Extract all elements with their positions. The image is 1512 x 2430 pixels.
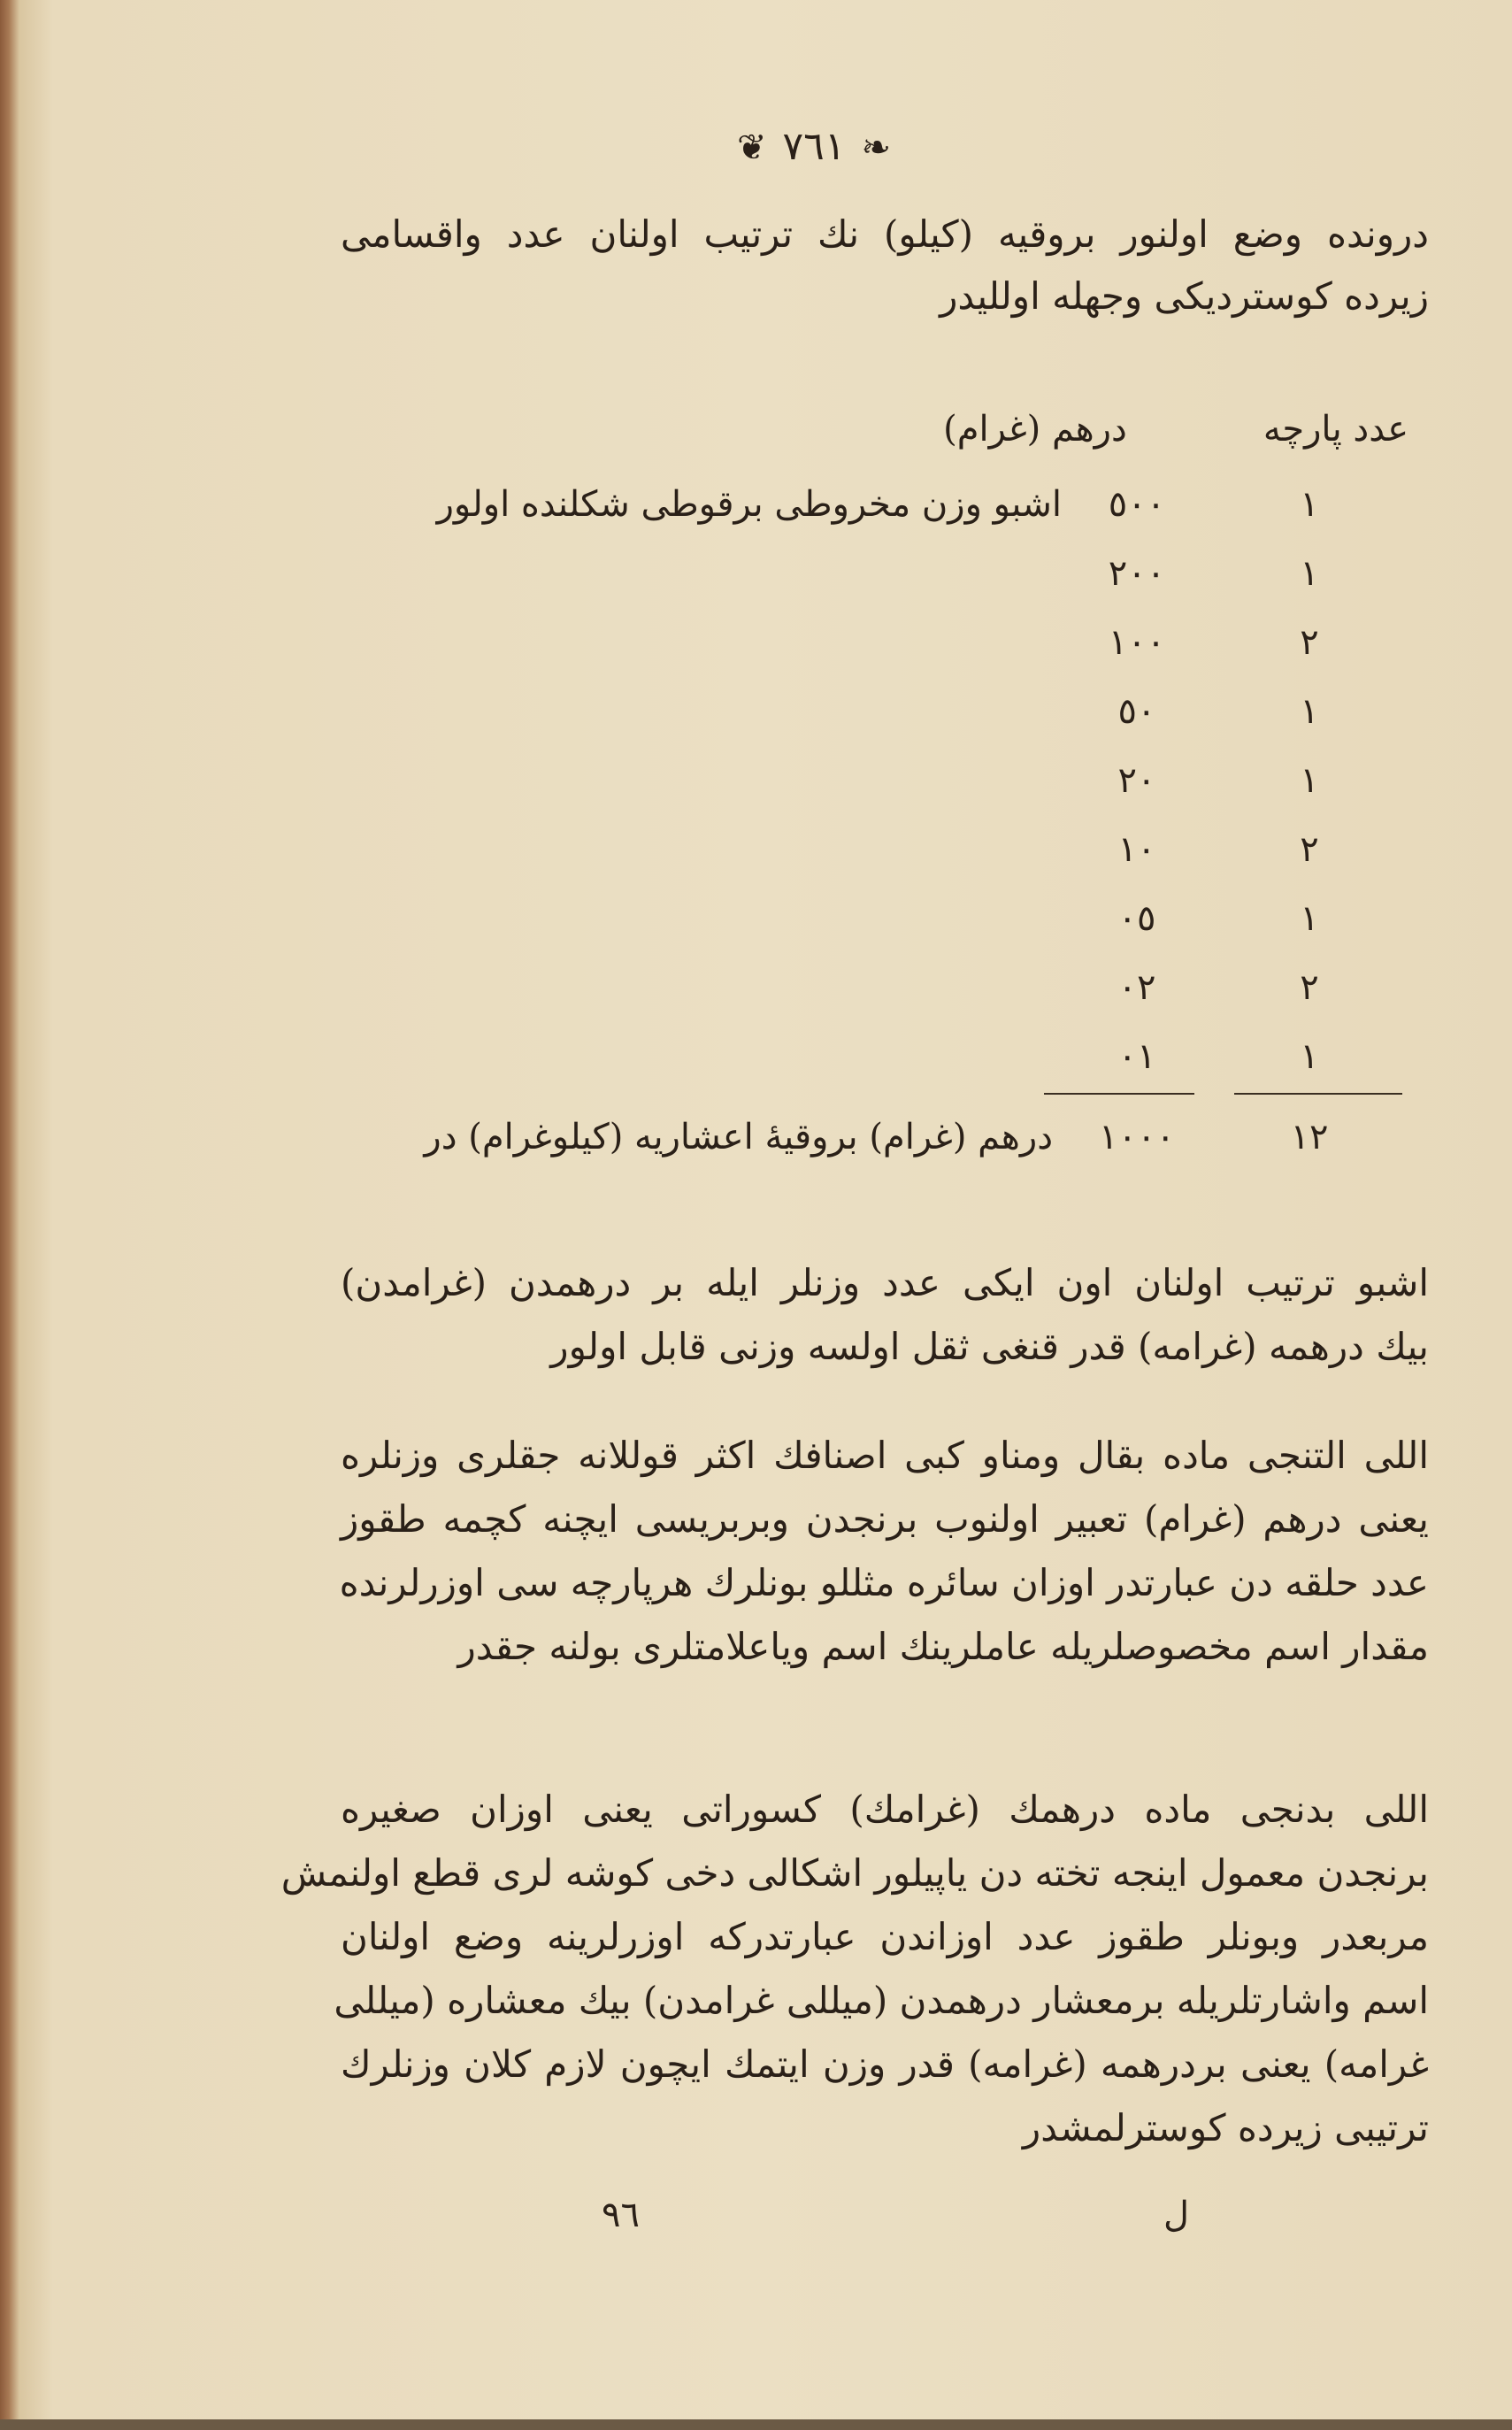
row-count: ١ <box>1300 691 1319 732</box>
row-dirhem: ١٠ <box>1117 829 1156 870</box>
page-edge <box>0 2419 1512 2430</box>
row-count: ١ <box>1300 553 1319 594</box>
row-dirhem: ٥٠ <box>1117 691 1156 732</box>
sum-rule-count <box>1234 1093 1402 1095</box>
signature-mark: ٩٦ <box>602 2195 640 2235</box>
row-dirhem: ٠٢ <box>1117 967 1156 1008</box>
paragraph-line: بیك درهمه (غرامه) قدر قنغی ثقل اولسه وزنی قابل اولور <box>550 1325 1429 1368</box>
header-count: عدد پارچه <box>1263 409 1409 450</box>
row-count: ١ <box>1300 760 1319 801</box>
paragraph-line: مقدار اسم مخصوصلریله عاملرینك اسم ویاعلامتلری بولنه جقدر <box>457 1625 1429 1668</box>
paragraph-line: غرامه) یعنی بردرهمه (غرامه) قدر وزن ایتمك ایچون لازم کلان وزنلرك <box>341 2042 1429 2086</box>
row-count: ١ <box>1300 898 1319 939</box>
paragraph-line: اللی بدنجی ماده درهمك (غرامك) کسوراتی یعنی اوزان صغیره <box>341 1788 1429 1831</box>
row-count: ٢ <box>1300 829 1319 870</box>
row-dirhem: ٠٥ <box>1117 898 1156 939</box>
intro-line: زیرده کوستردیکی وجهله اوللیدر <box>940 274 1429 318</box>
sum-rule-dirhem <box>1044 1093 1194 1095</box>
paragraph-line: اللی التنجی ماده بقال ومناو کبی اصنافك اکثر قوللانه جقلری وزنلره <box>341 1434 1429 1477</box>
catchword: ل <box>1163 2195 1190 2235</box>
total-dirhem: ١٠٠٠ <box>1099 1117 1175 1157</box>
row-dirhem: ٥٠٠ <box>1108 484 1166 525</box>
paragraph-line: برنجدن معمول اینجه تخته دن یاپیلور اشکالی دخی کوشه لری قطع اولنمش <box>280 1851 1429 1895</box>
total-note: درهم (غرام) بروقیهٔ اعشاریه (کیلوغرام) در <box>424 1117 1053 1157</box>
paragraph-line: ترتیبی زیرده کوسترلمشدر <box>1022 2106 1429 2149</box>
page-number <box>672 124 956 169</box>
paragraph-line: اسم واشارتلریله برمعشار درهمدن (میللی غرامدن) بیك معشاره (میللی <box>334 1979 1429 2022</box>
total-count: ١٢ <box>1290 1117 1329 1157</box>
paragraph-line: مربعدر وبونلر طقوز عدد اوزاندن عبارتدرکه اوزرلرینه وضع اولنان <box>341 1915 1429 1958</box>
page-number-text: ٧٦١ <box>782 124 846 169</box>
header-dirhem: درهم (غرام) <box>943 409 1127 450</box>
row-dirhem: ٠١ <box>1117 1036 1156 1077</box>
ornament-icon: ❧ <box>861 127 891 168</box>
row-count: ١ <box>1300 484 1319 525</box>
row-count: ١ <box>1300 1036 1319 1077</box>
intro-line: درونده وضع اولنور بروقیه (کیلو) نك ترتیب اولنان عدد واقسامی <box>341 212 1429 256</box>
paragraph-line: اشبو ترتیب اولنان اون ایکی عدد وزنلر ایله بر درهمدن (غرامدن) <box>341 1261 1429 1304</box>
row-dirhem: ٢٠ <box>1117 760 1156 801</box>
paragraph-line: عدد حلقه دن عبارتدر اوزان سائره مثللو بونلرك هرپارچه سی اوزرلرنده <box>339 1561 1429 1604</box>
paragraph-line: یعنی درهم (غرام) تعبیر اولنوب برنجدن وبربریسی ایچنه کچمه طقوز <box>341 1497 1429 1541</box>
row-dirhem: ٢٠٠ <box>1108 553 1166 594</box>
ornament-icon: ❦ <box>737 127 767 168</box>
row-dirhem: ١٠٠ <box>1108 622 1166 663</box>
row-note: اشبو وزن مخروطی برقوطی شکلنده اولور <box>436 484 1062 525</box>
row-count: ٢ <box>1300 622 1319 663</box>
row-count: ٢ <box>1300 967 1319 1008</box>
